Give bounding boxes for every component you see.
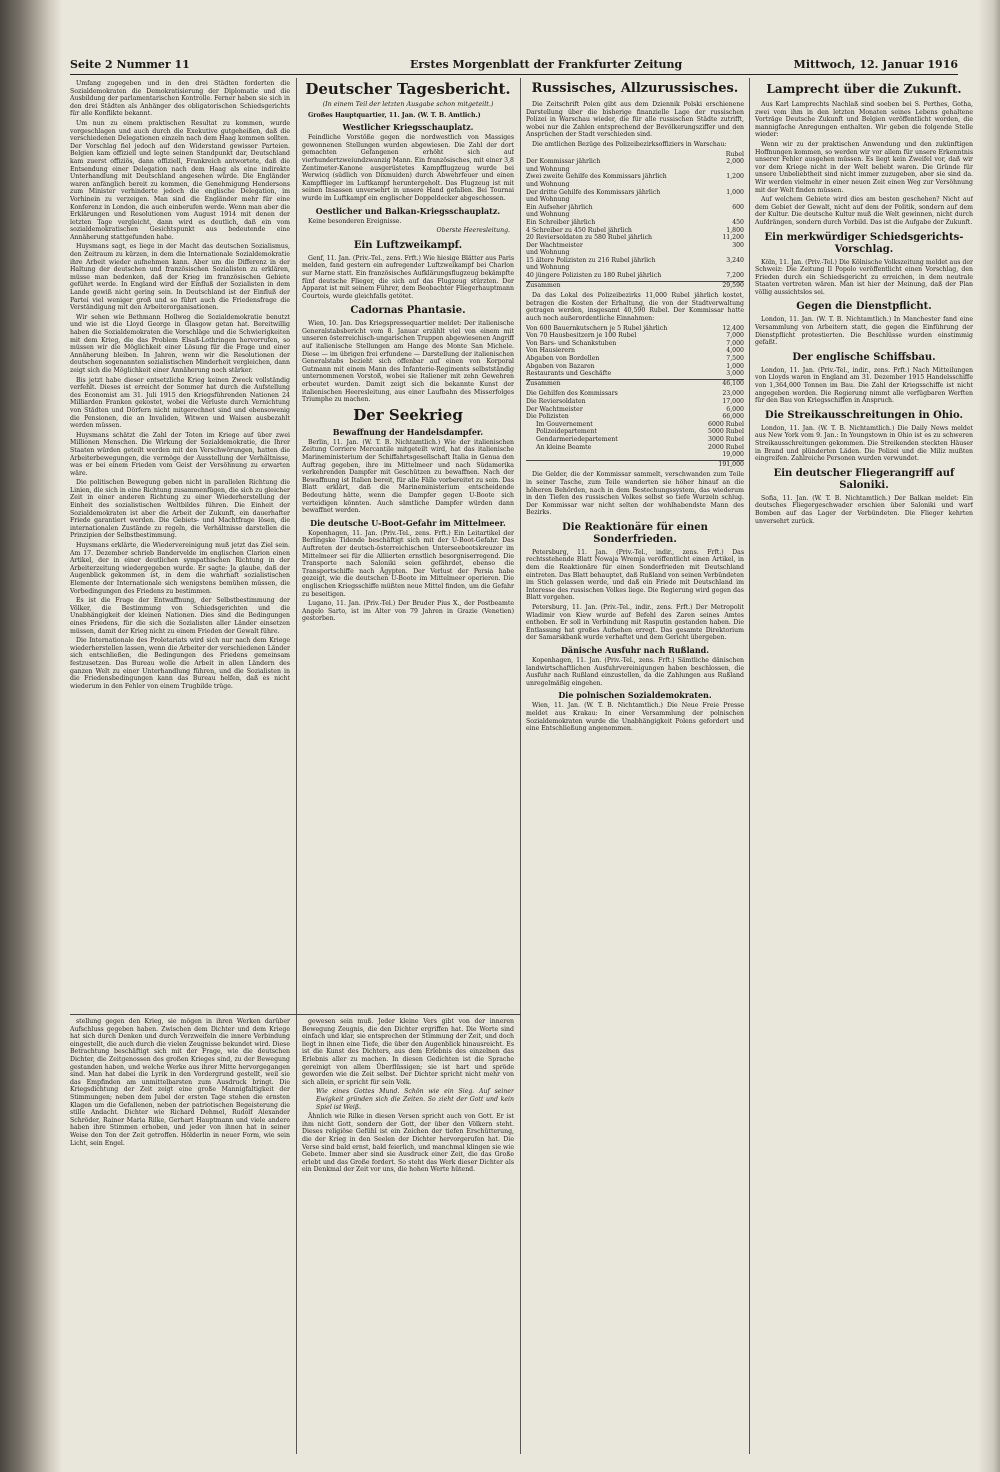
table-row	[526, 189, 744, 197]
row-label: Der dritte Gehilfe des Kommissars jährlich	[526, 188, 661, 196]
row-label: und Wohnung	[526, 180, 570, 188]
table-row	[526, 370, 744, 378]
header-masthead: Erstes Morgenblatt der Frankfurter Zeitung	[410, 58, 683, 71]
row-label: Die Polizisten	[526, 413, 569, 421]
income-table	[526, 325, 744, 378]
row-label: 40 jüngere Polizisten zu 180 Rubel jährlich	[526, 272, 662, 280]
table-row	[526, 204, 744, 212]
table-row	[526, 249, 744, 257]
row-value: 2,000	[726, 158, 744, 166]
distribution-table	[526, 390, 744, 420]
row-label: Ein Schreiber jährlich	[526, 218, 596, 226]
paragraph: Huysmans schätzt die Zahl der Toten im Kriege auf über zwei Millionen Menschen. Die Wirkung der Sozialdemokratie, die Ihrer Staaten würden geteilt werden mit den Verschwörungen, hatten die Arbeiterbewegungen, die vermöge der Ausstellung der Verhältnisse, was er bei einem Frieden vom Geist der Versöhnung zu erwarten wäre.	[70, 431, 290, 477]
row-value: 3,000	[726, 370, 744, 378]
table-row	[536, 436, 744, 444]
table-row	[526, 158, 744, 166]
table-row	[536, 428, 744, 436]
header-date: Mittwoch, 12. Januar 1916	[793, 58, 958, 71]
headline-uboot: Die deutsche U-Boot-Gefahr im Mittelmeer.	[310, 517, 506, 528]
feuilleton-column-1	[70, 1018, 290, 1454]
row-label: und Wohnung	[526, 165, 570, 173]
salary-table	[526, 158, 744, 280]
table-row	[526, 355, 744, 363]
paragraph: Lugano, 11. Jan. (Priv.-Tel.) Der Bruder Pius X., der Postbeamte Angelo Sarto, ist im Alter von 79 Jahren in Grazie (Venetien) gestorben.	[302, 600, 514, 623]
unit-row	[526, 151, 744, 159]
sum-row: 19,000	[722, 451, 744, 459]
table-row	[526, 325, 744, 333]
paragraph: Um nun zu einem praktischen Resultat zu kommen, wurde vorgeschlagen und auch durch die Exekutive gutgeheißen, daß die verschiedenen Delegationen einzeln nach dem Haag kommen sollten. Der Vorschlag fiel jedoch auf den Widerstand gewisser Parteien. Belgien kam offiziell und legte seinen Standpunkt dar, Deutschland kam zuerst offiziös, dann offiziell, Frankreich antwortete, daß die Entsendung einer Delegation nach dem Haag als eine indirekte Unterhandlung mit Deutschland angesehen würde. Die Engländer waren anfänglich bereit zu kommen, die Genehmigung Hendersons zum Minister verhinderte jedoch die englische Delegation, im Vorhinein zu verzeigen. Man sind die Engländer mehr für eine Konferenz in London, die auch einberufen werde. Wenn man aber die Erklärungen und Resolutionen vom August 1914 mit denen der letzten Tage vergleicht, dann wird es deutlich, daß ein vom sozialdemokratischen Gesichtspunkt aus bedeutende eine Annäherung stattgefunden habe.	[70, 119, 290, 241]
header-page-number: Seite 2 Nummer 11	[70, 58, 190, 71]
table-row	[526, 211, 744, 219]
row-label: Im Gouvernement	[536, 420, 593, 428]
page-header	[70, 58, 958, 75]
row-label: und Wohnung	[526, 211, 570, 219]
row-label: Ein Aufseher jährlich	[526, 203, 593, 211]
headline-schiffsbau: Der englische Schiffsbau.	[792, 351, 936, 363]
feuilleton-column-2	[302, 1018, 514, 1454]
headline-tagesbericht: Deutscher Tagesbericht.	[305, 80, 511, 98]
sub-table	[526, 421, 744, 451]
table-row	[526, 413, 744, 421]
paragraph: Wien, 10. Jan. Das Kriegspressequartier meldet: Der italienische Generalstabsbericht vom 8. Januar erzählt viel von einem mit unseren österreichisch-ungarischen Truppen abgewiesenen Angriff auf italienische Stellungen am Hange des Monte San Michele. Diese — im übrigen frei erfundene — Darstellung der italienischen Generalstabs bezieht sich offenbar auf einen von Korporal Gutmann mit einem Mann des Infanterie-Regiments selbstständig unternommenen Vorstoß, wobei sie Italiener mit zehn Gewehren erbeutet wurden. Damit zeigt sich die bekannte Kunst der italienischen Heeresleitung, aus einer Laufbahn des Misserfolges Triumphe zu machen.	[302, 320, 514, 404]
row-value: 6,000	[726, 405, 744, 413]
row-label: 15 ältere Polizisten zu 216 Rubel jährlich	[526, 256, 656, 264]
paragraph: Aus Karl Lamprechts Nachlaß sind soeben bei S. Perthes, Gotha, zwei vom ihm in den letzten Monaten seines Lebens gehaltene Vorträge Deutsche Zukunft und Belgien veröffentlicht worden, die mannigfache Anregungen enthalten. Wir geben die folgende Stelle wieder:	[755, 101, 973, 139]
row-value: 7,000	[726, 332, 744, 340]
paragraph: Auf welchem Gebiete wird dies am besten geschehen? Nicht auf dem Gebiet der Gewalt, nicht auf dem der Politik, sondern auf dem der Kultur. Die deutsche Kultur muß die Welt gewinnen, nicht durch Aufdrängen, sondern durch Vorbild. Das ist die Aufgabe der Zukunft.	[755, 196, 973, 226]
row-label: 20 Reviersoldaten zu 580 Rubel jährlich	[526, 234, 653, 242]
headline-polnische: Die polnischen Sozialdemokraten.	[558, 690, 712, 701]
table-row	[526, 173, 744, 181]
paragraph: Ähnlich wie Rilke in diesen Versen spricht auch von Gott. Er ist ihm nicht Gott, sondern der Gott, der über den Völkern steht. Dieses religiöse Gefühl ist ein Zeichen der tiefen Erschütterung, die der Krieg in den Seelen der Dichter hervorgerufen hat. Die Verse sind bald ernst, bald feierlich, und manchmal klingen sie wie Gebete. Immer aber sind sie Ausdruck einer Zeit, die das Große erlebt und das Große fordert. So steht das Werk dieser Dichter als ein Denkmal der Zeit vor uns, die hohen Werte hütend.	[302, 1113, 514, 1174]
feuilleton-rule	[70, 1014, 521, 1015]
column-1-socialism-article	[70, 80, 290, 1010]
row-label: Von 600 Bauernkutschern je 5 Rubel jährlich	[526, 324, 668, 332]
row-label: Gendarmeriedepartement	[536, 435, 618, 443]
paragraph: Huysmans erklärte, die Wiedervereinigung muß jetzt das Ziel sein. Am 17. Dezember schrieb Bandervelde im englischen Clarion einen Artikel, der in einer deutlichen sympathischen Richtung in der Arbeiterzeitung wiedergegeben wurde. Er sagte: Ja glaube, daß der Augenblick gekommen ist, in dem die wahrhaft sozialistischen Elemente der Internationale sich wenigstens bemühen müssen, die Vorbedingungen des Friedens zu bestimmen.	[70, 542, 290, 595]
row-label: Restaurants und Geschäfte	[526, 370, 612, 378]
row-label: An kleine Beamte	[536, 443, 592, 451]
headline-dienstpflicht: Gegen die Dienstpflicht.	[796, 301, 932, 313]
paragraph: Köln, 11. Jan. (Priv.-Tel.) Die Kölnische Volkszeitung meldet aus der Schweiz: Die Zeitung Il Popolo veröffentlicht einen Vorschlag, den Frieden durch ein Schiedsgericht zu erreichen, in dem neutrale Staaten vertreten wären. Man ist hier der Meinung, daß der Plan völlig aussichtslos sei.	[755, 258, 973, 296]
row-value: 23,000	[722, 390, 744, 398]
paragraph: Da das Lokal des Polizeibezirks 11,000 Rubel jährlich kostet, betragen die Kosten der Erhaltung, die von der Stadtverwaltung getragen werden, insgesamt 40,590 Rubel. Der Kommissar hatte auch noch außerordentliche Einnahmen:	[526, 292, 744, 323]
paragraph: Die Internationale des Proletariats wird sich nur nach dem Kriege wiederherstellen lassen, wenn die Arbeiter der verschiedenen Länder sich entschließen, die Bedingungen des Friedens gemeinsam festzusetzen. Das Bureau wolle die Arbeit in allen Ländern des ganzen Welt zu einer Unterhandlung führen, und die Sozialisten in die Friedensbedingungen kann das Bureau helfen, daß es nicht wiederum in den Fehler von einem Trugbilde trüge.	[70, 637, 290, 690]
row-label: Die Reviersoldaten	[526, 397, 586, 405]
row-value: 300	[732, 241, 744, 249]
paragraph: London, 11. Jan. (W. T. B. Nichtamtlich.) Die Daily News meldet aus New York vom 9. Jan.: In Youngstown in Ohio ist es zu schweren Streikausschreitungen gekommen. Die Streikenden steckten Häuser in Brand und plünderten Läden. Die Polizei und die Miliz mußten eingreifen. Zahlreiche Personen wurden verwundet.	[755, 424, 973, 463]
paragraph: Kopenhagen, 11. Jan. (Priv.-Tel., zens. Frft.) Ein Leitartikel der Berlingske Tidende beschäftigt sich mit der U-Boot-Gefahr. Das Auftreten der deutsch-österreichischen Unterseebootskreuzer im Mittelmeer sei für die Alliierten ernstlich besorgniserregend. Die Transporte nach Saloniki seien gefährdet, ebenso die Transportschiffe nach Ägypten. Der Verlust der Persia habe gezeigt, wie die deutschen U-Boote im Mittelmeer operieren. Die englischen Kriegsschiffe müßten neue Mittel finden, um die Gefahr zu beseitigen.	[302, 529, 514, 598]
paragraph: Wir sehen wie Bethmann Hollweg die Sozialdemokratie benutzt und wie ist die Lloyd George in Glasgow getan hat. Bereitwillig haben die Sozialdemokraten die Vorschläge und die Schwierigkeiten mit dem Krieg, die das Problem Elsaß-Lothringen hervorrufen, so müssen wir die Möglichkeit einer Lösung für die Frage und einer Annäherung bleiben. In Jahren, wenn wir die Resolutionen der deutschen sogenannten sozialistischen Minderheit vergleichen, dann zeigt sich die Möglichkeit einer Annäherung noch stärker.	[70, 313, 290, 374]
paragraph: Genf, 11. Jan. (Priv.-Tel., zens. Frft.) Wie hiesige Blätter aus Paris melden, fand gestern ein aufregender Luftzweikampf bei Charlon sur Marne statt. Ein französisches Aufklärungsflugzeug bekämpfte fünf deutsche Flieger, die sich auf das Flugzeug stürzten. Der Apparat ist mit seinem Führer, dem Beobachter Fliegerhauptmann Courtois, wurde gleichfalls getötet.	[302, 254, 514, 300]
headline-lamprecht: Lamprecht über die Zukunft.	[766, 82, 962, 96]
headline-cadorna: Cadornas Phantasie.	[350, 305, 466, 317]
row-value: 1,000	[726, 188, 744, 196]
grand-total-row: 191,000	[526, 460, 744, 469]
row-value: 17,000	[722, 397, 744, 405]
table-row	[526, 398, 744, 406]
row-label: Der Wachtmeister	[526, 405, 583, 413]
row-value: 2000 Rubel	[708, 443, 744, 451]
table-row	[526, 257, 744, 265]
headline-schiedsgericht: Ein merkwürdiger Schiedsgerichts-Vorschlag.	[764, 231, 964, 255]
paragraph: Es ist die Frage der Entwaffnung, der Selbstbestimmung der Völker, die Bestimmung von Schiedsgerichten und die Unabhängigkeit der kleinen Nationen. Dies sind die Bedingungen eines Friedens, für die sich die Sozialisten aller Länder einsetzen müssen, damit der Krieg nicht zu einem Frieden der Gewalt führe.	[70, 597, 290, 635]
paragraph: Umfang zugegeben und in den drei Städten forderten die Sozialdemokraten die Demokratisierung der Diplomatie und die Ausbildung der parlamentarischen Kontrolle. Ferner haben sie sich in den drei Städten als Anhänger des obligatorischen Schiedsgerichts für alle Konflikte bekannt.	[70, 80, 290, 118]
table-row	[536, 444, 744, 452]
poem-quote: Wie eines Gottes Mund. Schön wie ein Sieg. Auf seiner Ewigkeit gründen sich die Zeiten. So zieht der Gott und kein Spiel ist Weiß.	[316, 1088, 514, 1111]
headline-luftzweikampf: Ein Luftzweikampf.	[353, 239, 463, 251]
book-spine-shadow	[0, 0, 62, 1472]
row-value: 3,240	[726, 256, 744, 264]
row-value: 600	[732, 203, 744, 211]
table-row	[526, 340, 744, 348]
table-row	[526, 390, 744, 398]
row-label: Abgaben von Bazaren	[526, 362, 595, 370]
row-value: 11,200	[722, 234, 744, 242]
headline-saloniki: Ein deutscher Fliegerangriff auf Saloniki.	[773, 467, 955, 491]
paragraph: Wenn wir zu der praktischen Anwendung und den zukünftigen Hoffnungen kommen, so werden wir vor allem für unsere Erkenntnis unserer Fehler ausgehen müssen. Es liegt kein Zweifel vor, daß wir vor dem Kriege nicht in der Welt beliebt waren. Die Gründe für unsere Unbeliebtheit sind nicht immer zuzugeben, aber sie sind da. Wir werden vielmehr in einer neuen Zeit einen Weg zur Versöhnung mit der Welt finden müssen.	[755, 140, 973, 194]
column-2-war-report	[302, 78, 514, 1013]
paragraph: Die politischen Bewegung geben nicht in parallelen Richtung die Linien, die sich in eine Richtung zusammenfügen, die sich zu gleicher Zeit in einer anderen Richtung zu einer Wiederherstellung der Einheit des sozialistischen Weltbildes führen. Die Einheit der Sozialdemokraten ist aber die Arbeit der Zukunft, ein dauerhafter Friede garantiert werden. Die Gebiets- und Machtfrage lösen, die internationalen Zustände zu regeln, die Verhältnisse darstellen die Prinzipien der Selbstbestimmung.	[70, 479, 290, 540]
row-value: 3000 Rubel	[708, 435, 744, 443]
table-title: Die amtlichen Bezüge des Polizeibezirksoffiziers in Warschau:	[532, 140, 727, 148]
table-row	[526, 406, 744, 414]
row-value: 7,500	[726, 355, 744, 362]
row-label: Der Kommissar jährlich	[526, 158, 601, 166]
table-row	[526, 166, 744, 174]
unit-label: Rubel	[725, 150, 744, 158]
table-row	[526, 227, 744, 235]
row-value: 1,000	[726, 362, 744, 370]
column-rule	[749, 78, 750, 1454]
paragraph: Bis jetzt habe dieser entsetzliche Krieg keinen Zweck vollständig verfehlt. Dieses ist erreicht der Sommer hat durch die Aufstellung des Economist am 31. Juli 1915 den Kriegsführenden Nationen 24 Milliarden Franken gekostet, wobei die Verluste durch Vernichtung von Städten und Dörfern nicht mitgerechnet sind und ebensowenig die Pensionen, die an Invaliden, Witwen und Waisen ausbezahlt werden müssen.	[70, 376, 290, 430]
headline-seekrieg: Der Seekrieg	[353, 405, 463, 424]
row-value: 7,200	[726, 272, 744, 280]
table-row	[526, 264, 744, 272]
column-4-news	[755, 78, 973, 1454]
paragraph: Kopenhagen, 11. Jan. (Priv.-Tel., zens. Frft.) Sämtliche dänischen landwirtschaftlichen Ausfuhrvereinigungen haben beschlossen, die Ausfuhr nach Rußland einzustellen, da die Zahlungen aus Rußland unregelmäßig eingehen.	[526, 657, 744, 687]
dateline: Großes Hauptquartier, 11. Jan. (W. T. B. Amtlich.)	[308, 111, 481, 119]
paragraph: stellung gegen den Krieg, sie mögen in ihren Werken darüber Aufschluss gegeben haben. Zwischen dem Dichter und dem Kriege hat sich durch Denken und durch Verzweifeln die innere Verbindung eingestellt, die auch durch die vielen Zeugnisse bekundet wird. Diese Betrachtung beschäftigt sich mit der Frage, wie die deutschen Dichter, die Zeitgenossen des großen Krieges sind, zu der Bewegung gestanden haben, und welche Werke aus ihrer Mitte hervorgegangen sind. Man hat dabei die Lyrik in den Vordergrund gestellt, weil sie das Empfinden am unmittelbarsten zum Ausdruck bringt. Die Kriegsdichtung der Zeit zeigt eine große Mannigfaltigkeit der Stimmungen; neben dem Jubel der ersten Tage stehen die ernsten Klagen um die Gefallenen, neben der patriotischen Begeisterung die stille Andacht. Dichter wie Richard Dehmel, Rudolf Alexander Schröder, Rainer Maria Rilke, Gerhart Hauptmann und viele andere haben ihre Stimmen erhoben, und jeder von ihnen hat in seiner Weise den Ton der Zeit getroffen. Hölderlin in neuer Form, wie sein Licht, sein Engel.	[70, 1018, 290, 1147]
signature: Oberste Heeresleitung.	[436, 227, 510, 235]
paragraph: gewesen sein muß. Jeder kleine Vers gibt von der inneren Bewegung Zeugnis, die den Dichter ergriffen hat. Die Worte sind einfach und klar, sie entsprechen der Stimmung der Zeit, und doch liegt in ihnen eine Tiefe, die über den Augenblick hinausreicht. Es ist die Kunst des Dichters, aus dem Erlebnis des einzelnen das Erlebnis aller zu machen. In diesen Gedichten ist die Sprache gereinigt von allem Überflüssigen; sie ist hart und spröde geworden wie die Zeit selbst. Der Dichter spricht nicht mehr von sich allein, er spricht für sein Volk.	[302, 1018, 514, 1086]
row-label: Die Gehilfen des Kommissars	[526, 390, 618, 398]
table-row	[526, 242, 744, 250]
row-label: Von Bars- und Schankstuben	[526, 339, 617, 347]
paragraph: Die Gelder, die der Kommissar sammelt, verschwanden zum Teile in seiner Tasche, zum Teile wanderten sie höher hinauf an die höheren Behörden, nach in dem Bestechungssystem, das wiederum in den Tiefen des russischen Volkes selbst so tiefe Wurzeln schlug. Der Kommissar war nicht selten der wohlhabendste Mann des Bezirks.	[526, 471, 744, 517]
paragraph: Keine besonderen Ereignisse.	[308, 217, 402, 225]
paragraph: Huysmans sagt, es liege in der Macht das deutschen Sozialismus, den Zeitraum zu kürzen, in dem die Internationale Sozialdemokratie ihre Arbeit wieder aufnehmen kann. Aber um die Differenz in der Haltung der deutschen und französischen Sozialisten zu erklären, müsse man bedenken, daß der Krieg im französischen Gebiete geführt werde. In England wird der Einfluß der Sozialisten in dem Lande gewiß nicht gering sein. In Deutschland ist der Einfluß der Partei viel weniger groß und so führt auch die Friedensfrage die Verständigung mit den Arbeiterorganisationen.	[70, 243, 290, 312]
table-row	[526, 347, 744, 355]
table-row	[526, 363, 744, 371]
row-label: und Wohnung	[526, 249, 570, 257]
paragraph: Wien, 11. Jan. (W. T. B. Nichtamtlich.) Die Neue Freie Presse meldet aus Krakau: In einer Versammlung der polnischen Sozialdemokraten wurde die Unabhängigkeit Polens gefordert und eine Entschließung angenommen.	[526, 702, 744, 733]
column-3-russia	[526, 78, 744, 1454]
row-value: 12,400	[722, 324, 744, 332]
table-row	[536, 421, 744, 429]
row-label: und Wohnung	[526, 264, 570, 272]
table-row	[526, 332, 744, 340]
row-label: Zwei zweite Gehilfe des Kommissars jährlich	[526, 173, 667, 181]
row-value: 1,200	[726, 173, 744, 181]
headline-daenische-ausfuhr: Dänische Ausfuhr nach Rußland.	[560, 645, 710, 655]
subhead-bewaffnung: Bewaffnung der Handelsdampfer.	[332, 426, 484, 437]
total-row: Zusammen 29,590	[526, 281, 744, 289]
paragraph: Petersburg, 11. Jan. (Priv.-Tel., indir., zens. Frft.) Der Metropolit Wladimir von Kiew wurde auf Befehl des Zaren seines Amtes enthoben. Er soll in Verbindung mit Rasputin gestanden haben. Die Entlassung hat großes Aufsehen erregt. Das gesamte Direktorium der Samarskbank wurde verhaftet und dem Gericht übergeben.	[526, 604, 744, 642]
row-value: 5000 Rubel	[708, 428, 744, 436]
subhead-west: Westlicher Kriegsschauplatz.	[342, 122, 474, 133]
paragraph: London, 11. Jan. (W. T. B. Nichtamtlich.) In Manchester fand eine Versammlung von Arbeitern statt, die gegen die Einführung der Dienstpflicht protestierten. Die Beschlüsse wurden einstimmig gefaßt.	[755, 316, 973, 347]
row-value: 7,000	[726, 339, 744, 347]
subhead-east: Oestlicher und Balkan-Kriegsschauplatz.	[315, 205, 501, 216]
headline-ohio: Die Streikausschreitungen in Ohio.	[765, 409, 963, 421]
headline-reaktionaere: Die Reaktionäre für einen Sonderfrieden.	[562, 521, 708, 545]
column-rule	[296, 78, 297, 1454]
row-label: Der Wachtmeister	[526, 241, 583, 249]
headline-russisches: Russisches, Allzurussisches.	[531, 81, 739, 96]
table-row	[526, 272, 744, 280]
row-label: und Wohnung	[526, 196, 570, 204]
paragraph: Petersburg, 11. Jan. (Priv.-Tel., indir., zens. Frft.) Das rechtsstehende Blatt Nowaja Wremja veröffentlicht einen Artikel, in dem die Reaktionäre für einen Sonderfrieden mit Deutschland eintreten. Das Blatt behauptet, daß Rußland von seinen Verbündeten im Stich gelassen werde, und daß ein Friede mit Deutschland im Interesse des russischen Volkes liege. Die Regierung wird gegen das Blatt vorgehen.	[526, 548, 744, 602]
note: (In einem Teil der letzten Ausgabe schon mitgeteilt.)	[322, 100, 494, 108]
paragraph: Berlin, 11. Jan. (W. T. B. Nichtamtlich.) Wie der italienischen Zeitung Corriere Mercantile mitgeteilt wird, hat das italienische Marineministerium der Schiffahrtsgesellschaft Italia in Genua den Auftrag gegeben, ihre im Mittelmeer und nach Südamerika verkehrenden Dampfer mit Geschützen zu bewaffnen. Nach der Bewaffnung ist Italien bereit, für alle Fälle vorbereitet zu sein. Das Blatt erklärt, daß die Marineministerium entscheidende Bedeutung hätte, wenn die Dampfer gegen U-Boote sich verteidigen könnten. Auch sämtliche Dampfer würden dann bewaffnet werden.	[302, 438, 514, 515]
paragraph: Feindliche Vorstöße gegen die nordwestlich von Massiges gewonnenen Stellungen wurden abgewiesen. Die Zahl der dort gemachten Gefangenen erhöht sich auf vierhundertzweiundzwanzig Mann. Ein französisches, mit einer 3,8 Zentimeter-Kanone ausgerüstetes Kampfflugzeug wurde bei Werwicq (südlich von Dixmuiden) durch Abwehrfeuer und einen Kampfflieger im Luftkampf heruntergeholt. Das Flugzeug ist mit seinen Insassen unversehrt in unsere Hand gefallen. Bei Tournai wurde im Luftkampf ein englischer Doppeldecker abgeschossen.	[302, 134, 514, 202]
row-label: Von 70 Hausbesitzern je 100 Rubel	[526, 332, 637, 340]
row-label: 4 Schreiber zu 450 Rubel jährlich	[526, 226, 632, 234]
table-row	[526, 181, 744, 189]
row-value: 1,800	[726, 226, 744, 234]
row-label: Abgaben von Bordellen	[526, 355, 600, 362]
row-value: 4,000	[726, 347, 744, 355]
page-edge-shadow	[978, 0, 1000, 1472]
table-row	[526, 234, 744, 242]
row-value: 66,000	[722, 413, 744, 421]
row-label: Von Hausierern	[526, 347, 576, 355]
row-value: 6000 Rubel	[708, 420, 744, 428]
paragraph: Die Zeitschrift Polen gibt aus dem Dziennik Polski erschienene Darstellung über die bisherige finanzielle Lage der russischen Polizei in Warschau wieder, die für alle russischen Städte zutrifft, wobei nur die Zahlen entsprechend der Bevölkerungsziffer und den Ansprüchen der Stadt verschieden sind.	[526, 101, 744, 139]
total-row: Zusammen 46,100	[526, 379, 744, 387]
table-row	[526, 196, 744, 204]
row-value: 450	[732, 218, 744, 226]
paragraph: Sofia, 11. Jan. (W. T. B. Nichtamtlich.) Der Balkan meldet: Ein deutsches Fliegergeschwader erschien über Saloniki und warf Bomben auf das Lager der Verbündeten. Die Flieger kehrten unversehrt zurück.	[755, 494, 973, 525]
row-label: Polizeidepartement	[536, 428, 597, 436]
paragraph: London, 11. Jan. (Priv.-Tel., indir., zens. Frft.) Nach Mitteilungen von Lloyds waren in England am 31. Dezember 1915 Handelsschiffe von 1,364,000 Tonnen im Bau. Die Zahl der Kriegsschiffe ist nicht angegeben worden. Die Regierung nimmt alle verfügbaren Werften für den Bau von Kriegsschiffen in Anspruch.	[755, 366, 973, 405]
table-row	[526, 219, 744, 227]
column-rule	[520, 78, 521, 1454]
